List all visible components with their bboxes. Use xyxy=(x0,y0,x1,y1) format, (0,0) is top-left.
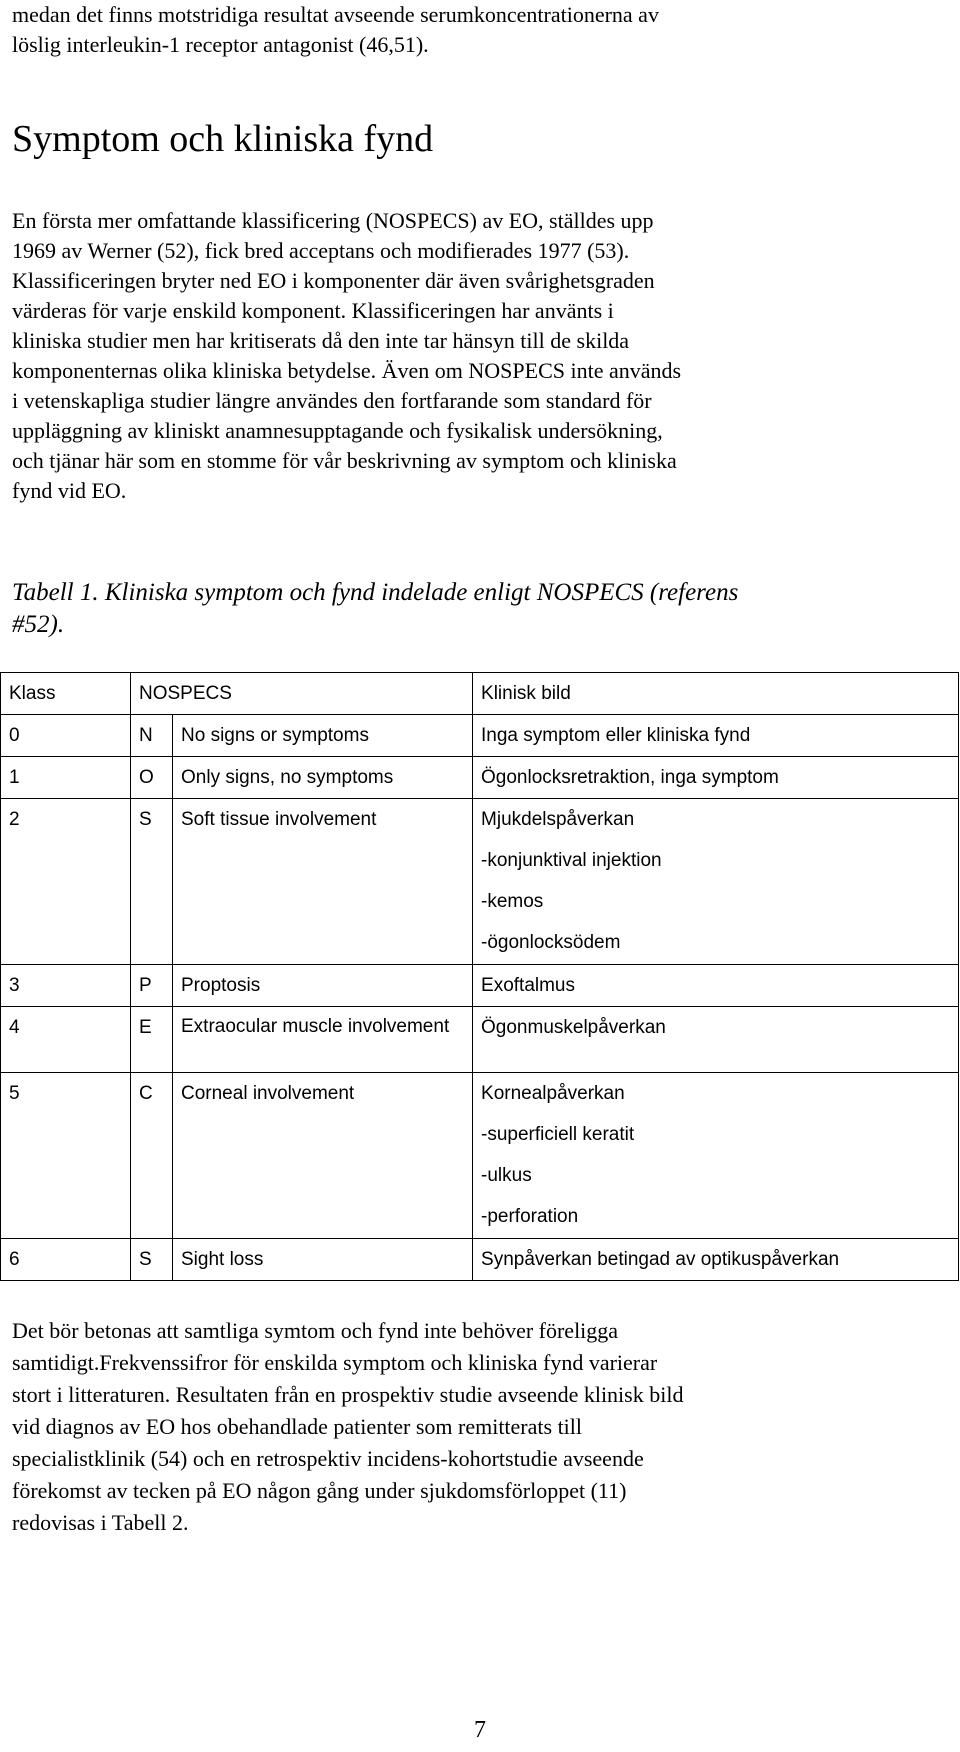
cell-klass: 4 xyxy=(1,1007,131,1073)
swedish-line: -ögonlocksödem xyxy=(481,932,621,953)
paragraph2-line: stort i litteraturen. Resultaten från en prospektiv studie avseende klinisk bild xyxy=(12,1382,684,1407)
cell-english: Corneal involvement xyxy=(173,1073,473,1239)
cell-swedish xyxy=(473,799,959,965)
paragraph1-line: uppläggning av kliniskt anamnesupptagande och fysikalisk undersökning, xyxy=(12,418,663,443)
header-klinisk-bild: Klinisk bild xyxy=(473,673,959,715)
header-nospecs: NOSPECS xyxy=(131,673,473,715)
section-heading: Symptom och kliniska fynd xyxy=(12,118,434,160)
paragraph2-line: Det bör betonas att samtliga symtom och fynd inte behöver föreligga xyxy=(12,1318,619,1343)
cell-letter: E xyxy=(131,1007,173,1073)
cell-english: Proptosis xyxy=(173,965,473,1007)
cell-english: Only signs, no symptoms xyxy=(173,757,473,799)
table-header-row xyxy=(1,673,959,715)
table-row xyxy=(1,757,959,799)
swedish-line: Kornealpåverkan xyxy=(481,1083,625,1104)
paragraph2-line: redovisas i Tabell 2. xyxy=(12,1510,189,1535)
cell-letter: P xyxy=(131,965,173,1007)
cell-swedish: Synpåverkan betingad av optikuspåverkan xyxy=(473,1239,959,1281)
cell-english: Extraocular muscle involvement xyxy=(173,1007,473,1073)
paragraph1-line: 1969 av Werner (52), fick bred acceptans och modifierades 1977 (53). xyxy=(12,238,630,263)
table-row xyxy=(1,1239,959,1281)
cell-letter: S xyxy=(131,799,173,965)
table-row xyxy=(1,799,959,965)
table-caption-line: #52). xyxy=(12,611,65,638)
paragraph1-line: i vetenskapliga studier längre användes den fortfarande som standard för xyxy=(12,388,652,413)
paragraph1-line: och tjänar här som en stomme för vår beskrivning av symptom och kliniska xyxy=(12,448,677,473)
cell-swedish: Exoftalmus xyxy=(473,965,959,1007)
cell-klass: 3 xyxy=(1,965,131,1007)
cell-english: No signs or symptoms xyxy=(173,715,473,757)
cell-letter: O xyxy=(131,757,173,799)
swedish-line: -superficiell keratit xyxy=(481,1124,635,1145)
intro-line-2: löslig interleukin-1 receptor antagonist (46,51). xyxy=(12,32,429,57)
intro-line-1: medan det finns motstridiga resultat avseende serumkoncentrationerna av xyxy=(12,2,659,27)
cell-swedish: Inga symptom eller kliniska fynd xyxy=(473,715,959,757)
cell-swedish xyxy=(473,1073,959,1239)
cell-klass: 1 xyxy=(1,757,131,799)
swedish-line: -kemos xyxy=(481,891,544,912)
cell-letter: N xyxy=(131,715,173,757)
cell-english: Sight loss xyxy=(173,1239,473,1281)
swedish-line: -ulkus xyxy=(481,1165,532,1186)
cell-klass: 5 xyxy=(1,1073,131,1239)
paragraph1-line: komponenternas olika kliniska betydelse. Även om NOSPECS inte används xyxy=(12,358,682,383)
cell-swedish: Ögonmuskelpåverkan xyxy=(473,1007,959,1073)
paragraph2-line: vid diagnos av EO hos obehandlade patienter som remitterats till xyxy=(12,1414,583,1439)
table-row xyxy=(1,715,959,757)
paragraph1-line: värderas för varje enskild komponent. Klassificeringen har använts i xyxy=(12,298,614,323)
paragraph1-line: kliniska studier men har kritiserats då den inte tar hänsyn till de skilda xyxy=(12,328,630,353)
cell-klass: 2 xyxy=(1,799,131,965)
swedish-line: Mjukdelspåverkan xyxy=(481,809,635,830)
paragraph2-line: specialistklinik (54) och en retrospektiv incidens-kohortstudie avseende xyxy=(12,1446,644,1471)
paragraph1-line: Klassificeringen bryter ned EO i komponenter där även svårighetsgraden xyxy=(12,268,655,293)
cell-letter: S xyxy=(131,1239,173,1281)
paragraph1-line: En första mer omfattande klassificering (NOSPECS) av EO, ställdes upp xyxy=(12,208,654,233)
page-number: 7 xyxy=(474,1717,486,1743)
swedish-line: -perforation xyxy=(481,1206,579,1227)
table-row xyxy=(1,1073,959,1239)
table-row xyxy=(1,965,959,1007)
swedish-line: -konjunktival injektion xyxy=(481,850,662,871)
header-klass: Klass xyxy=(1,673,131,715)
table-caption-line: Tabell 1. Kliniska symptom och fynd indelade enligt NOSPECS (referens xyxy=(12,579,739,606)
cell-klass: 6 xyxy=(1,1239,131,1281)
cell-letter: C xyxy=(131,1073,173,1239)
nospecs-table xyxy=(0,672,959,1281)
cell-english: Soft tissue involvement xyxy=(173,799,473,965)
paragraph1-line: fynd vid EO. xyxy=(12,478,127,503)
table-row xyxy=(1,1007,959,1073)
paragraph2-line: förekomst av tecken på EO någon gång under sjukdomsförloppet (11) xyxy=(12,1478,627,1503)
cell-swedish: Ögonlocksretraktion, inga symptom xyxy=(473,757,959,799)
paragraph2-line: samtidigt.Frekvenssifror för enskilda symptom och kliniska fynd varierar xyxy=(12,1350,658,1375)
cell-klass: 0 xyxy=(1,715,131,757)
